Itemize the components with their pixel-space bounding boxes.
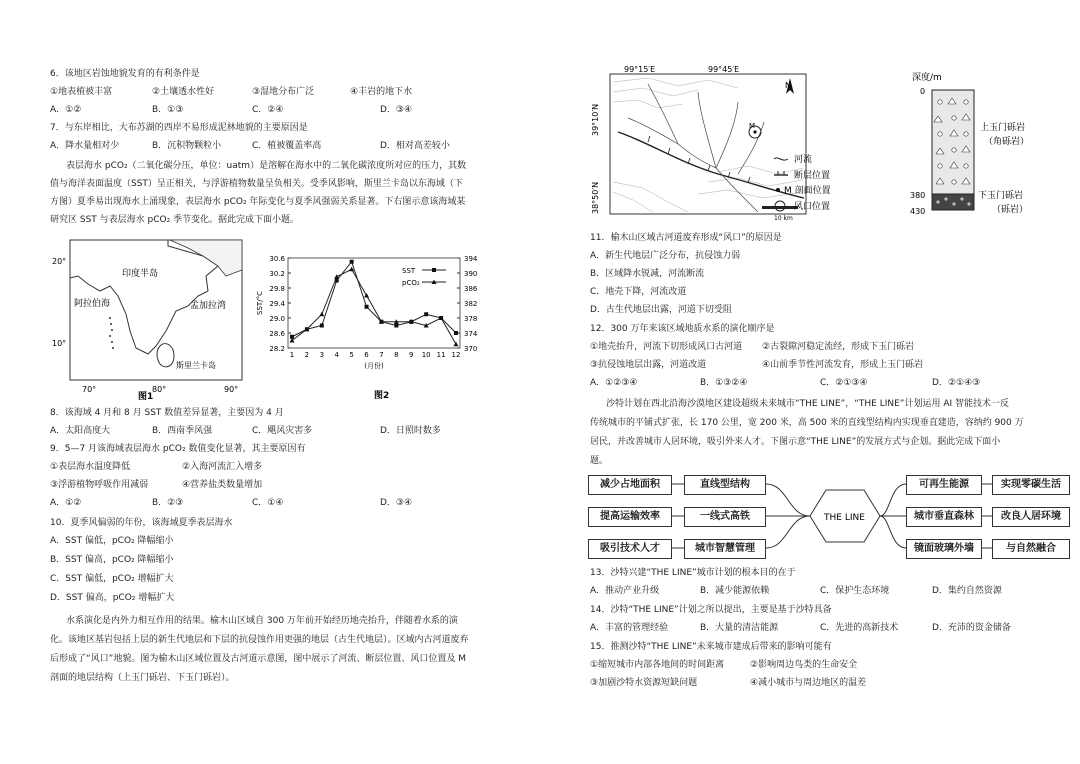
- q7-option-c[interactable]: C．植被覆盖率高: [252, 141, 322, 151]
- x-tick-label: 2: [304, 351, 310, 359]
- q10-option-a[interactable]: A．SST 偏低，pCO₂ 降幅缩小: [50, 536, 174, 546]
- srilanka-label: 斯里兰卡岛: [176, 361, 216, 370]
- goal-living-environment: 改良人居环境: [992, 507, 1070, 527]
- intro-line: 值与海洋表面温度（SST）呈正相关，与浮游植物数量呈负相关。受季风影响，斯里兰卡岛以东海域（下: [50, 179, 463, 189]
- q9-option-a[interactable]: A．①②: [50, 498, 82, 508]
- bengal-label: 孟加拉湾: [190, 301, 227, 311]
- figure1-map: [48, 236, 248, 402]
- method-highspeed-rail: 一线式高铁: [684, 507, 766, 527]
- q14-option-b[interactable]: B．大量的清洁能源: [700, 623, 779, 633]
- y2-tick-label: 370: [464, 345, 478, 353]
- q8-option-a[interactable]: A．太阳高度大: [50, 426, 111, 436]
- x-tick-label: 1: [289, 351, 295, 359]
- q13-option-a[interactable]: A．推动产业升级: [590, 586, 660, 596]
- q9-s4: ④营养盐类数量增加: [182, 480, 263, 490]
- q10-option-b[interactable]: B．SST 偏高，pCO₂ 降幅缩小: [50, 555, 174, 565]
- q13-option-d[interactable]: D．集约自然资源: [932, 586, 1002, 596]
- intro3-line: 沙特计划在西北沿海沙漠地区建设超级未来城市“THE LINE”，“THE LINE”计划运用 AI 智能技术一反: [606, 399, 1009, 409]
- y2-tick-label: 382: [464, 300, 478, 308]
- theline-center-label: THE LINE: [824, 513, 865, 523]
- q6-option-c[interactable]: C．②④: [252, 105, 284, 115]
- intro3-line: 居民，并改善城市人居环境，吸引外来人才。下图示意“THE LINE”的发展方式与企划。据此完成下面小: [590, 437, 1001, 447]
- q6-s2: ②土壤透水性好: [152, 87, 215, 97]
- method-mirror-glass: 镜面玻璃外墙: [906, 539, 982, 559]
- q15-s3: ③加剧沙特水资源短缺问题: [590, 678, 698, 688]
- q10-option-c[interactable]: C．SST 偏低，pCO₂ 增幅扩大: [50, 574, 174, 584]
- y-tick-label: 29.0: [269, 315, 285, 323]
- q8-stem: 8．该海域 4 月和 8 月 SST 数值差异显著，主要因为 4 月: [50, 408, 284, 418]
- y-tick-label: 30.6: [269, 255, 285, 263]
- q9-s1: ①表层海水温度降低: [50, 462, 131, 472]
- legend-marker: [432, 268, 436, 272]
- series-point-1: [424, 312, 428, 316]
- goal-zero-carbon: 实现零碳生活: [992, 475, 1070, 495]
- series-point-2: [454, 342, 459, 347]
- method-smart-management: 城市智慧管理: [684, 539, 766, 559]
- lat-10: 10°: [52, 339, 67, 348]
- x-tick-label: 10: [421, 351, 431, 359]
- q14-option-d[interactable]: D．充沛的资金储备: [932, 623, 1011, 633]
- north-label: N: [785, 81, 791, 90]
- y2-tick-label: 374: [464, 330, 478, 338]
- intro2-line: 化。该地区基岩包括上层的新生代地层和下层的抗侵蚀作用更强的地层（古生代地层）。区域内古河道废弃: [50, 635, 469, 645]
- gap-legend-icon: [775, 201, 785, 211]
- q7-option-d[interactable]: D．相对高差较小: [380, 141, 450, 151]
- intro-line: 方图）夏季易出现海水上涌现象，表层海水 pCO₂ 年际变化与夏季风强弱关系显著。下右图示意该海域某: [50, 197, 466, 207]
- y-tick-label: 28.6: [269, 330, 285, 338]
- x-tick-label: 3: [319, 351, 325, 359]
- scale-label: 10 km: [774, 215, 793, 222]
- lon-70: 70°: [82, 385, 97, 394]
- q13-option-b[interactable]: B．减少能源依赖: [700, 586, 770, 596]
- figure2-caption: 图2: [374, 391, 390, 401]
- goal-attract-talent: 吸引技术人才: [588, 539, 672, 559]
- goal-nature-integration: 与自然融合: [992, 539, 1070, 559]
- q13-stem: 13．沙特兴建“THE LINE”城市计划的根本目的在于: [590, 568, 796, 578]
- intro2-line: 剖面的地层结构（上玉门砾岩、下玉门砾岩）。: [50, 673, 235, 683]
- q6-option-a[interactable]: A．①②: [50, 105, 82, 115]
- y-tick-label: 29.8: [269, 285, 285, 293]
- lon-80: 80°: [152, 385, 167, 394]
- lower-label-1: 下玉门砾岩: [978, 191, 1024, 201]
- q6-s4: ④丰岩的地下水: [350, 87, 413, 97]
- x-tick-label: 6: [364, 351, 369, 359]
- legend-fault: 断层位置: [794, 171, 831, 181]
- method-vertical-forest: 城市垂直森林: [906, 507, 982, 527]
- q11-option-b[interactable]: B．区域降水锐减，河流断流: [590, 269, 705, 279]
- depth-title: 深度/m: [912, 73, 942, 83]
- q11-option-c[interactable]: C．地壳下降，河流改道: [590, 287, 687, 297]
- series-point-1: [350, 260, 354, 264]
- series-point-2: [364, 293, 369, 298]
- lon2-label: 99°45′E: [708, 65, 740, 74]
- legend-label: SST: [402, 267, 416, 275]
- q12-option-b[interactable]: B．①③②④: [700, 378, 748, 388]
- goal-reduce-land: 减少占地面积: [588, 475, 672, 495]
- q14-option-a[interactable]: A．丰富的管理经验: [590, 623, 669, 633]
- q6-option-b[interactable]: B．①③: [152, 105, 184, 115]
- goal-transport-efficiency: 提高运输效率: [588, 507, 672, 527]
- lon-90: 90°: [224, 385, 239, 394]
- q12-stem: 12．300 万年来该区域地质水系的演化顺序是: [590, 324, 775, 334]
- q9-s2: ②入海河流汇入增多: [182, 462, 263, 472]
- lon1-label: 99°15′E: [624, 65, 656, 74]
- lower-label-2: （砾岩）: [992, 205, 1029, 215]
- section-legend-icon: [776, 188, 780, 192]
- series-point-2: [319, 312, 324, 317]
- q13-option-c[interactable]: C．保护生态环境: [820, 586, 890, 596]
- q12-s1: ①地壳抬升，河流下切形成风口古河道: [590, 342, 743, 352]
- series-point-1: [320, 324, 324, 328]
- q9-option-b[interactable]: B．②③: [152, 498, 184, 508]
- intro2-line: 后形成了“风口”地貌。图为榆木山区域位置及古河道示意图，图中展示了河流、断层位置、风口位置及 M: [50, 654, 466, 664]
- q10-stem: 10．夏季风偏弱的年份，该海域夏季表层海水: [50, 518, 233, 528]
- legend-gap: 风口位置: [794, 202, 831, 212]
- y-tick-label: 30.2: [269, 270, 285, 278]
- series-point-1: [394, 324, 398, 328]
- q12-s2: ②古裂隙河稳定流经，形成下玉门砾岩: [762, 342, 915, 352]
- q15-s1: ①缩短城市内部各地间的时间距离: [590, 660, 725, 670]
- method-renewable-energy: 可再生能源: [906, 475, 982, 495]
- legend-river: 河流: [794, 155, 813, 165]
- intro2-line: 水系演化是内外力相互作用的结果。榆木山区域自 300 万年前开始经历地壳抬升，伴随着水系的演: [66, 616, 458, 626]
- depth-0: 0: [920, 87, 926, 96]
- x-tick-label: 4: [334, 351, 339, 359]
- intro3-line: 传统城市的平铺式扩张，长 170 公里，宽 200 米，高 500 米的直线型结构内实现垂直建造，容纳约 900 万: [590, 418, 1024, 428]
- q15-stem: 15．推测沙特“THE LINE”未来城市建成后带来的影响可能有: [590, 642, 832, 652]
- y2-tick-label: 378: [464, 315, 478, 323]
- x-tick-label: 8: [394, 351, 399, 359]
- figure1-caption: 图1: [138, 392, 154, 402]
- series-line-1: [292, 262, 456, 337]
- q12-option-a[interactable]: A．①②③④: [590, 378, 638, 388]
- figure2-chart: [254, 248, 498, 402]
- q6-option-d[interactable]: D．③④: [380, 105, 413, 115]
- map-legend: [770, 150, 870, 220]
- q7-option-b[interactable]: B．沉积物颗粒小: [152, 141, 222, 151]
- q9-stem: 9．5—7 月该海域表层海水 pCO₂ 数值变化显著，其主要原因有: [50, 444, 306, 454]
- x-tick-label: 7: [379, 351, 384, 359]
- y2-tick-label: 386: [464, 285, 478, 293]
- y-tick-label: 29.4: [269, 300, 285, 308]
- q9-option-c[interactable]: C．①④: [252, 498, 284, 508]
- q6-s3: ③湿地分布广泛: [252, 87, 315, 97]
- q12-s4: ④山前季节性河流发育，形成上玉门砾岩: [762, 360, 924, 370]
- india-label: 印度半岛: [122, 269, 159, 279]
- intro3-line: 题。: [590, 456, 609, 466]
- q10-option-d[interactable]: D．SST 偏高，pCO₂ 增幅扩大: [50, 593, 175, 603]
- upper-conglomerate-layer: [932, 90, 974, 194]
- q11-option-a[interactable]: A．新生代地层广泛分布，抗侵蚀力弱: [590, 251, 741, 261]
- strata-column: [874, 68, 1050, 228]
- q8-option-c[interactable]: C．飓风灾害多: [252, 426, 313, 436]
- q6-stem: 6．该地区岩蚀地貌发育的有利条件是: [50, 69, 200, 79]
- x-tick-label: 12: [451, 351, 461, 359]
- q9-option-d[interactable]: D．③④: [380, 498, 413, 508]
- river-legend-icon: [774, 158, 788, 160]
- q15-s2: ②影响周边鸟类的生命安全: [750, 660, 858, 670]
- q11-option-d[interactable]: D．古生代地层出露，河道下切受阻: [590, 305, 732, 315]
- srilanka-island: [157, 344, 174, 367]
- q6-s1: ①地表植被丰富: [50, 87, 113, 97]
- lat2-label: 38°50′N: [591, 181, 600, 214]
- depth-380: 380: [910, 191, 926, 200]
- q8-option-d[interactable]: D．日照时数多: [380, 426, 441, 436]
- section-m-dot: [753, 130, 756, 133]
- q15-s4: ④减小城市与周边地区的温差: [750, 678, 867, 688]
- depth-430: 430: [910, 207, 926, 216]
- q9-s3: ③浮游植物呼吸作用减弱: [50, 480, 149, 490]
- x-axis-label: (月份): [364, 362, 384, 370]
- x-tick-label: 9: [409, 351, 414, 359]
- q14-stem: 14．沙特“THE LINE”计划之所以提出，主要是基于沙特具备: [590, 605, 832, 615]
- q7-option-a[interactable]: A．降水量相对少: [50, 141, 120, 151]
- method-linear-structure: 直线型结构: [684, 475, 766, 495]
- q12-s3: ③抗侵蚀地层出露，河道改道: [590, 360, 707, 370]
- m-label: M: [749, 122, 756, 130]
- lat-20: 20°: [52, 257, 67, 266]
- series-line-2: [292, 269, 456, 344]
- arabian-label: 阿拉伯海: [74, 299, 111, 309]
- intro-line: 表层海水 pCO₂（二氧化碳分压，单位：uatm）是溶解在海水中的二氧化碳浓度所对应的压力，其数: [66, 161, 467, 171]
- y2-tick-label: 390: [464, 270, 478, 278]
- legend-section: M 剖面位置: [784, 186, 831, 196]
- series-point-2: [334, 274, 339, 279]
- q7-stem: 7．与东岸相比，大布苏湖的西岸不易形成泥林地貌的主要原因是: [50, 123, 308, 133]
- q12-option-d[interactable]: D．②①④③: [932, 378, 981, 388]
- y-tick-label: 28.2: [269, 345, 285, 353]
- q8-option-b[interactable]: B．西南季风强: [152, 426, 213, 436]
- lat1-label: 39°10′N: [591, 103, 600, 136]
- y-axis-label: SST/°C: [256, 291, 264, 315]
- upper-label-1: 上玉门砾岩: [980, 123, 1026, 133]
- q14-option-c[interactable]: C．先进的高新技术: [820, 623, 899, 633]
- series-point-1: [454, 331, 458, 335]
- y2-tick-label: 394: [464, 255, 478, 263]
- x-tick-label: 5: [349, 351, 354, 359]
- upper-label-2: （角砾岩）: [984, 137, 1030, 147]
- series-point-1: [365, 305, 369, 309]
- x-tick-label: 11: [436, 351, 446, 359]
- q11-stem: 11．榆木山区域古河道废弃形成“风口”的原因是: [590, 233, 782, 243]
- legend-label: pCO₂: [402, 279, 420, 287]
- intro-line: 研究区 SST 与表层海水 pCO₂ 季节变化。据此完成下面小题。: [50, 215, 300, 225]
- q12-option-c[interactable]: C．②①③④: [820, 378, 868, 388]
